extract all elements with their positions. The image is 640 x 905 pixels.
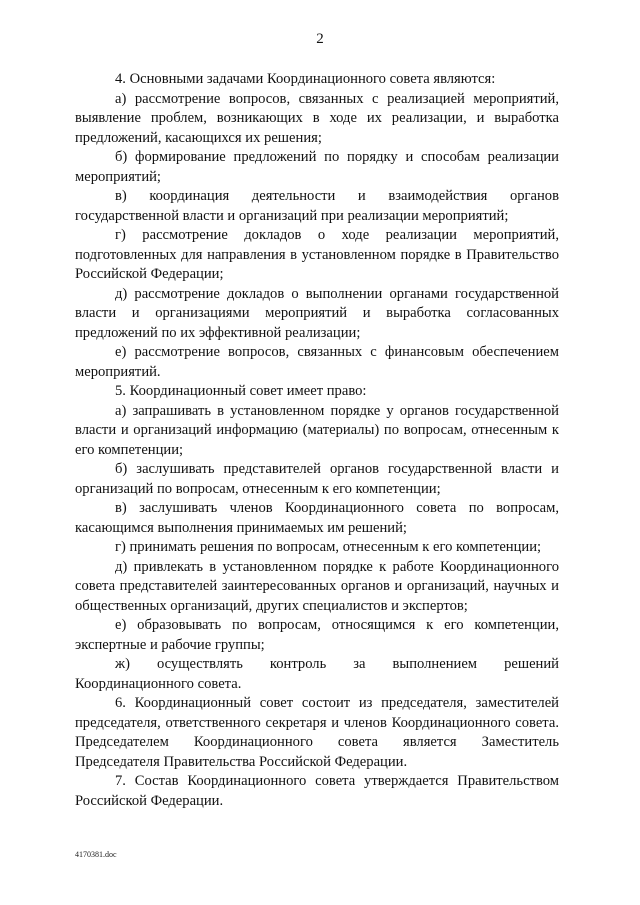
- paragraph-6: 6. Координационный совет состоит из председателя, заместителей председателя, ответственного секретаря и членов Координационного совета. Председателем Координационного совета является Заместитель Председателя Правительства Российской Федерации.: [75, 695, 559, 770]
- paragraph-4b: б) формирование предложений по порядку и способам реализации мероприятий;: [75, 149, 559, 185]
- paragraph-4a: а) рассмотрение вопросов, связанных с реализацией мероприятий, выявление проблем, возникающих в ходе их реализации, и выработка предложений, касающихся их решения;: [75, 90, 559, 146]
- paragraph-4d: д) рассмотрение докладов о выполнении органами государственной власти и организациями мероприятий и выработка согласованных предложений по их эффективной реализации;: [75, 285, 559, 341]
- paragraph-5zh: ж) осуществлять контроль за выполнением решений Координационного совета.: [75, 656, 559, 692]
- paragraph-5e: е) образовывать по вопросам, относящимся к его компетенции, экспертные и рабочие группы;: [75, 617, 559, 653]
- paragraph-4v: в) координация деятельности и взаимодействия органов государственной власти и организаций при реализации мероприятий;: [75, 188, 559, 224]
- document-file-code: 4170381.doc: [75, 850, 117, 859]
- paragraph-4g: г) рассмотрение докладов о ходе реализации мероприятий, подготовленных для направления в установленном порядке в Правительство Российской Федерации;: [75, 227, 559, 282]
- paragraph-5a: а) запрашивать в установленном порядке у органов государственной власти и организаций информацию (материалы) по вопросам, отнесенным к его компетенции;: [75, 402, 559, 458]
- paragraph-4-heading: 4. Основными задачами Координационного совета являются:: [115, 71, 496, 87]
- paragraph-5b: б) заслушивать представителей органов государственной власти и организаций по вопросам, отнесенным к его компетенции;: [75, 461, 559, 497]
- paragraph-7: 7. Состав Координационного совета утверждается Правительством Российской Федерации.: [75, 773, 559, 809]
- document-body: [75, 70, 559, 811]
- paragraph-5g: г) принимать решения по вопросам, отнесенным к его компетенции;: [115, 539, 542, 555]
- page-number: 2: [316, 31, 324, 47]
- paragraph-5v: в) заслушивать членов Координационного совета по вопросам, касающимся выполнения принимаемых им решений;: [75, 500, 559, 536]
- paragraph-5d: д) привлекать в установленном порядке к работе Координационного совета представителей заинтересованных органов и организаций, научных и общественных организаций, других специалистов и экспертов;: [75, 558, 559, 614]
- paragraph-4e: е) рассмотрение вопросов, связанных с финансовым обеспечением мероприятий.: [75, 344, 559, 380]
- paragraph-5-heading: 5. Координационный совет имеет право:: [115, 383, 367, 399]
